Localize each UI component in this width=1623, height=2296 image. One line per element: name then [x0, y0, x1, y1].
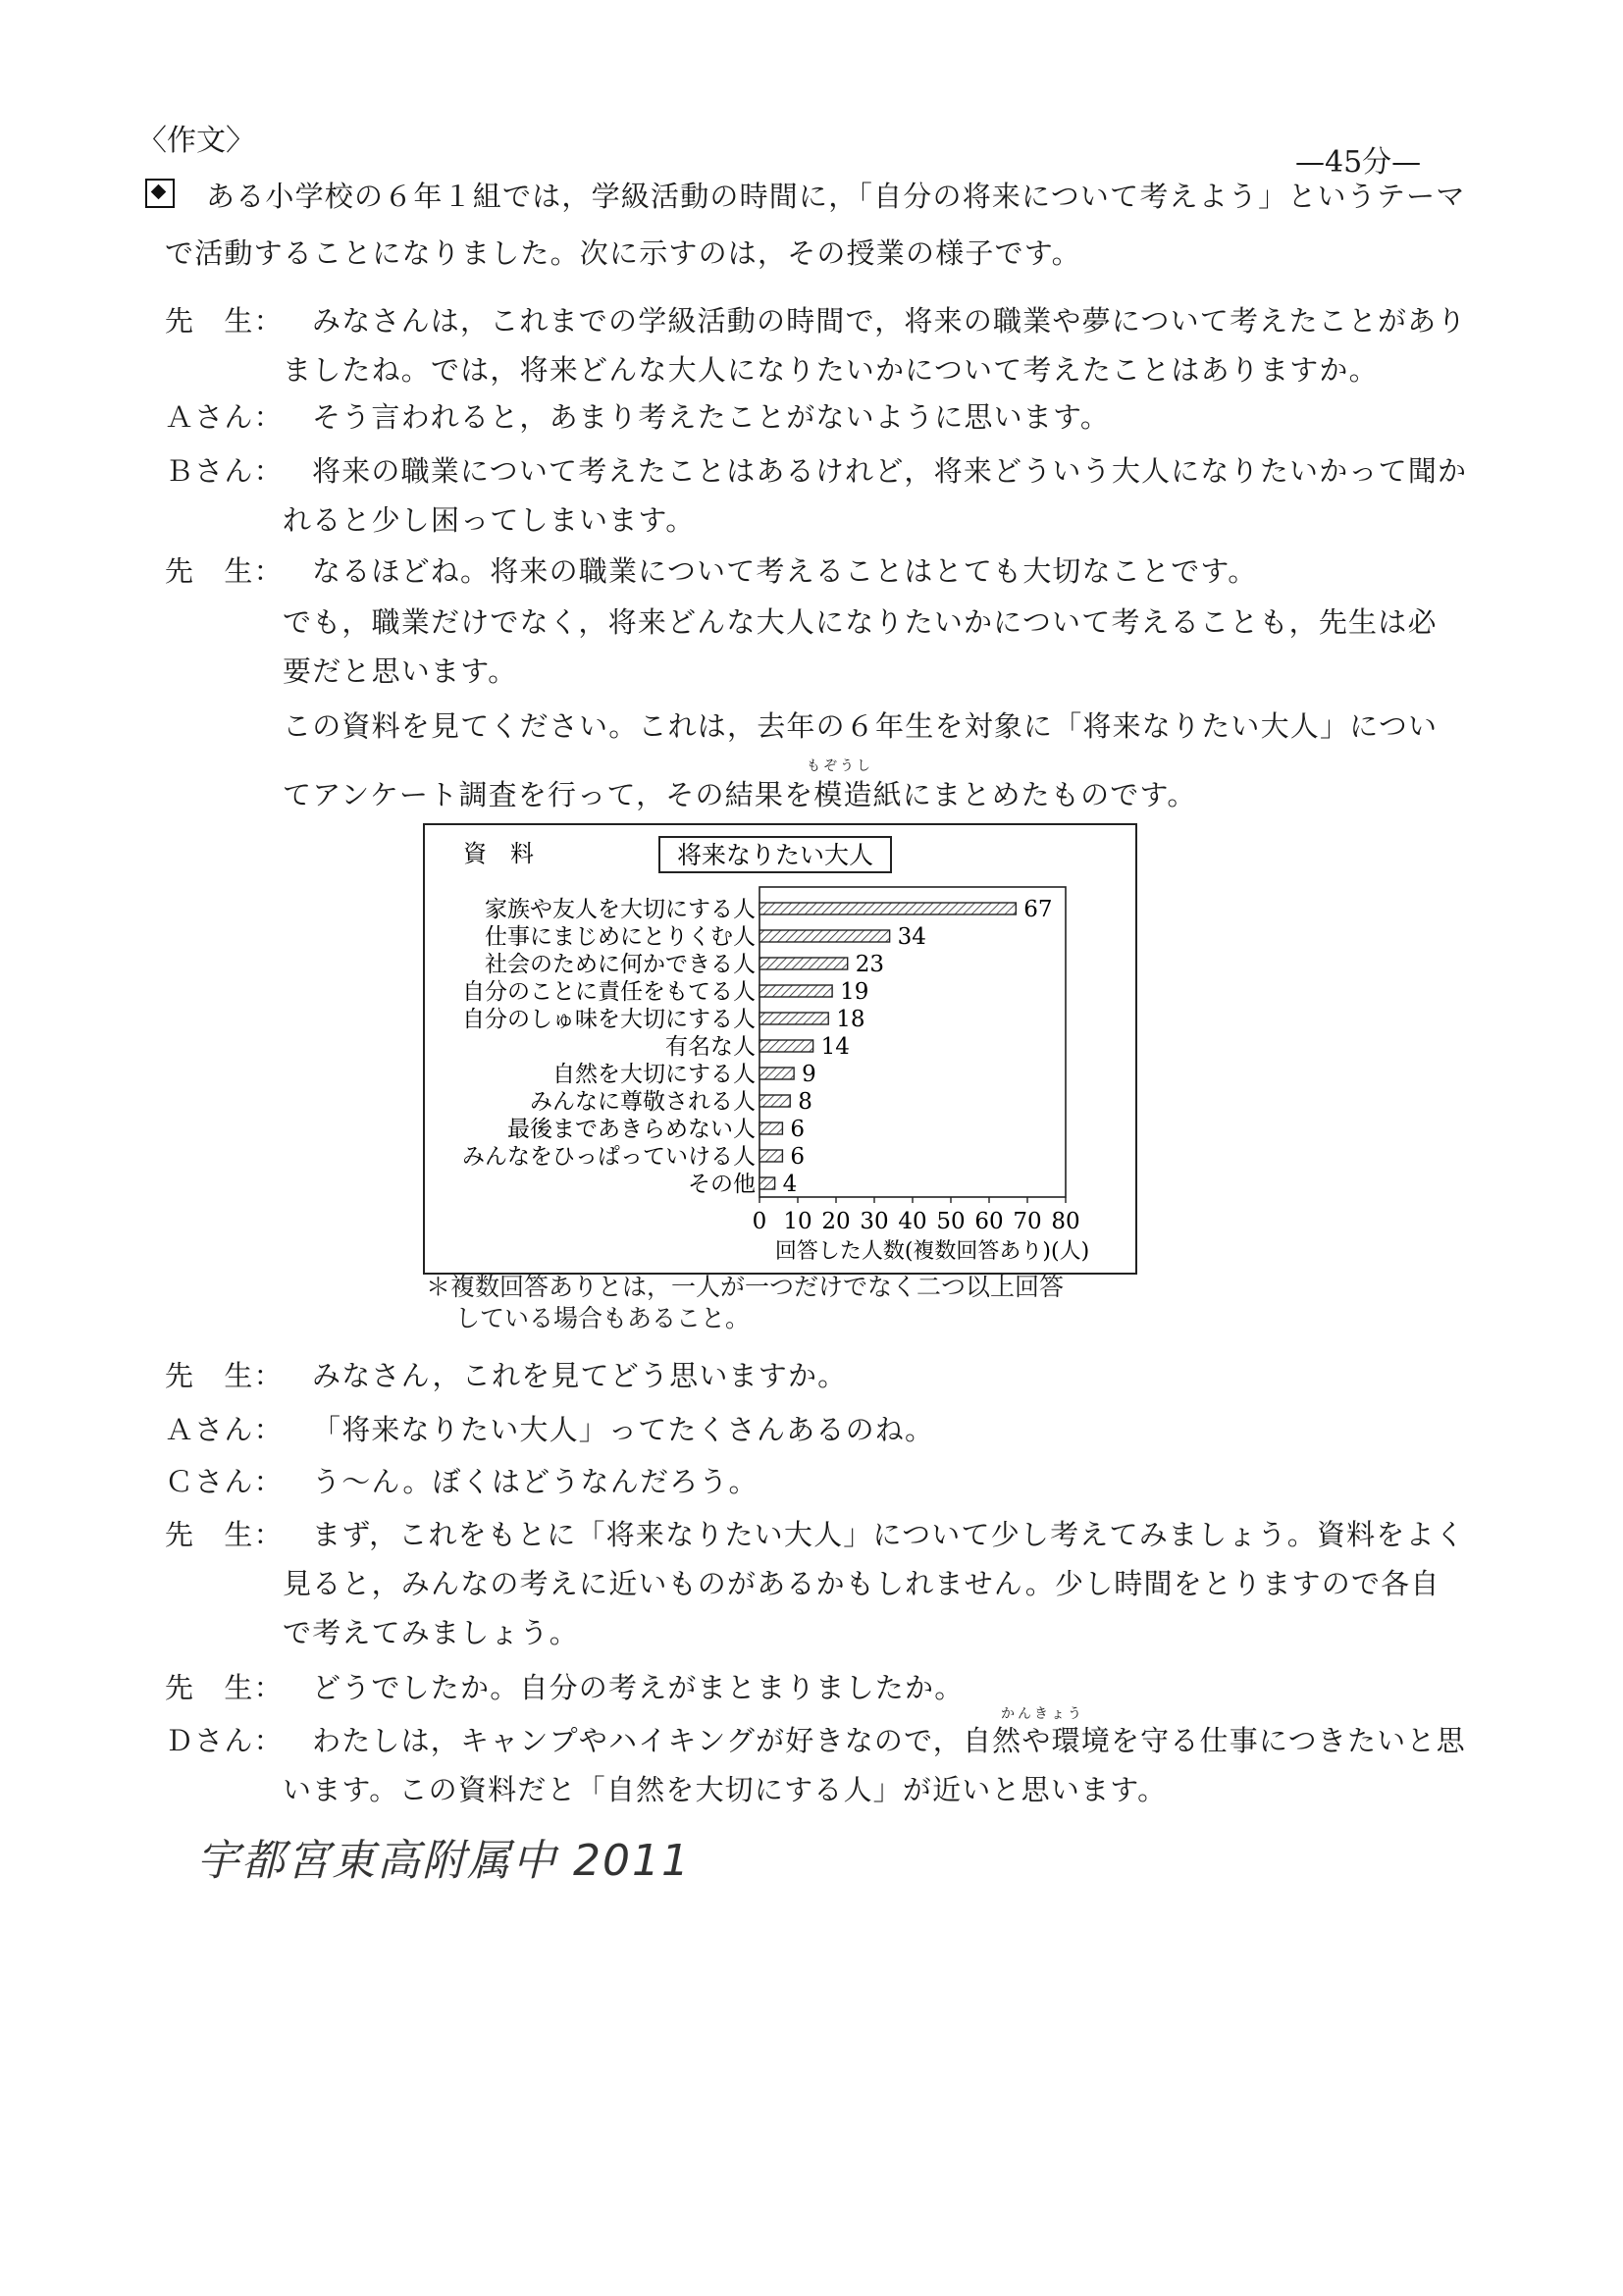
question-marker-icon — [145, 179, 175, 212]
data-label: 67 — [1023, 897, 1053, 922]
dialogue-text: わたしは，キャンプやハイキングが好きなので，自然や環境を守る仕事につきたいと思 — [312, 1724, 1466, 1757]
dialogue-text: 「将来なりたい大人」ってたくさんあるのね。 — [312, 1413, 935, 1446]
bar — [759, 1095, 790, 1107]
x-tick-label: 40 — [898, 1209, 927, 1234]
dialogue-teacher-2-l3: 要だと思います。 — [283, 654, 518, 688]
bar — [759, 1040, 813, 1052]
bar — [759, 1013, 828, 1024]
category-label: 自然を大切にする人 — [552, 1062, 756, 1087]
speaker-label: 先 生： — [165, 304, 284, 338]
intro-line-1: ある小学校の６年１組では，学級活動の時間に，「自分の将来について考えよう」というテーマ — [206, 180, 1466, 213]
survey-bar-chart — [422, 822, 1138, 1276]
dialogue-teacher-2-l5: てアンケート調査を行って，その結果を模造紙にまとめたものです。 — [283, 778, 1197, 811]
dialogue-a-1 — [165, 395, 1110, 436]
category-label: 有名な人 — [665, 1034, 756, 1060]
bar — [759, 1122, 782, 1134]
data-label: 9 — [802, 1062, 816, 1087]
data-label: 6 — [790, 1117, 806, 1142]
time-limit: —45分— — [1295, 145, 1422, 180]
dialogue-teacher-4 — [165, 1513, 1465, 1553]
x-tick-label: 30 — [860, 1209, 889, 1234]
speaker-label: Ｄさん： — [165, 1724, 284, 1757]
dialogue-teacher-2-l4: この資料を見てください。これは，去年の６年生を対象に「将来なりたい大人」につい — [283, 709, 1439, 743]
data-label: 6 — [790, 1144, 806, 1170]
dialogue-teacher-4-l2: 見ると，みんなの考えに近いものがあるかもしれません。少し時間をとりますので各自 — [283, 1567, 1440, 1600]
speaker-label: 先 生： — [165, 1359, 284, 1392]
speaker-label: 先 生： — [165, 1518, 284, 1551]
bar — [759, 1068, 794, 1079]
dialogue-text: そう言われると，あまり考えたことがないように思います。 — [312, 400, 1111, 434]
bar — [759, 903, 1016, 914]
x-tick-label: 60 — [974, 1209, 1004, 1234]
speaker-label: 先 生： — [165, 554, 284, 588]
bar — [759, 1177, 775, 1189]
category-label: みんなをひっぱっていける人 — [462, 1144, 756, 1170]
x-axis-label: 回答した人数(複数回答あり)(人) — [774, 1239, 1090, 1264]
chart-label: 資 料 — [463, 840, 534, 867]
dialogue-d-1 — [165, 1719, 1466, 1759]
dialogue-b-1 — [165, 449, 1467, 490]
x-tick-label: 50 — [936, 1209, 966, 1234]
bar — [759, 930, 890, 942]
category-label: みんなに尊敬される人 — [530, 1089, 756, 1115]
data-label: 18 — [836, 1007, 865, 1032]
category-label: 自分のしゅ味を大切にする人 — [462, 1007, 756, 1032]
speaker-label: Ａさん： — [165, 1413, 284, 1446]
dialogue-teacher-2 — [165, 549, 1258, 590]
dialogue-teacher-3 — [165, 1354, 847, 1394]
x-tick-label: 80 — [1051, 1209, 1080, 1234]
data-label: 34 — [897, 924, 926, 950]
data-label: 23 — [855, 952, 884, 977]
speaker-label: Ｂさん： — [165, 454, 284, 488]
data-label: 4 — [782, 1172, 798, 1197]
dialogue-teacher-1 — [165, 299, 1467, 339]
category-label: 社会のために何かできる人 — [485, 952, 756, 977]
dialogue-c-1 — [165, 1460, 759, 1500]
data-label: 8 — [798, 1089, 812, 1115]
chart-footnote-1: ＊複数回答ありとは，一人が一つだけでなく二つ以上回答 — [426, 1273, 1065, 1301]
speaker-label: 先 生： — [165, 1671, 284, 1704]
dialogue-text: みなさんは，これまでの学級活動の時間で，将来の職業や夢について考えたことがあり — [312, 304, 1467, 338]
category-label: 自分のことに責任をもてる人 — [462, 979, 756, 1005]
speaker-label: Ａさん： — [165, 400, 284, 434]
section-label: 〈作文〉 — [137, 124, 255, 158]
category-label: 家族や友人を大切にする人 — [485, 897, 756, 922]
dialogue-teacher-5 — [165, 1666, 964, 1706]
dialogue-b-1-cont: れると少し困ってしまいます。 — [283, 503, 696, 537]
bar — [759, 985, 832, 997]
dialogue-a-2 — [165, 1408, 934, 1448]
chart-footnote-2: している場合もあること。 — [455, 1304, 751, 1332]
handwritten-school-note: 宇都宮東高附属中 2011 — [196, 1836, 691, 1886]
x-tick-label: 10 — [783, 1209, 812, 1234]
dialogue-text: どうでしたか。自分の考えがまとまりましたか。 — [312, 1671, 965, 1704]
dialogue-teacher-2-l2: でも，職業だけでなく，将来どんな大人になりたいかについて考えることも，先生は必 — [283, 605, 1438, 639]
dialogue-text: みなさん，これを見てどう思いますか。 — [312, 1359, 848, 1392]
x-tick-label: 0 — [752, 1209, 767, 1234]
category-label: 最後まであきらめない人 — [507, 1117, 756, 1142]
category-label: その他 — [688, 1172, 756, 1197]
chart-title: 将来なりたい大人 — [676, 841, 874, 869]
dialogue-text: なるほどね。将来の職業について考えることはとても大切なことです。 — [312, 554, 1258, 588]
ruby-mozoushi: もぞうし — [807, 758, 873, 774]
intro-line-2: で活動することになりました。次に示すのは，その授業の様子です。 — [165, 236, 1081, 270]
dialogue-text: う～ん。ぼくはどうなんだろう。 — [312, 1465, 759, 1498]
x-tick-label: 20 — [821, 1209, 851, 1234]
data-label: 19 — [840, 979, 869, 1005]
bar — [759, 958, 848, 969]
bar — [759, 1150, 782, 1162]
x-tick-label: 70 — [1013, 1209, 1042, 1234]
dialogue-text: 将来の職業について考えたことはあるけれど，将来どういう大人になりたいかって聞か — [312, 454, 1468, 488]
category-label: 仕事にまじめにとりくむ人 — [485, 924, 756, 950]
dialogue-d-1-cont: います。この資料だと「自然を大切にする人」が近いと思います。 — [283, 1773, 1168, 1806]
dialogue-teacher-1-cont: ましたね。では，将来どんな大人になりたいかについて考えたことはありますか。 — [283, 353, 1379, 387]
dialogue-teacher-4-l3: で考えてみましょう。 — [283, 1616, 580, 1649]
dialogue-text: まず，これをもとに「将来なりたい大人」について少し考えてみましょう。資料をよく — [312, 1518, 1465, 1551]
speaker-label: Ｃさん： — [165, 1465, 284, 1498]
ruby-kankyou: かんきょう — [1001, 1706, 1084, 1722]
data-label: 14 — [820, 1034, 850, 1060]
